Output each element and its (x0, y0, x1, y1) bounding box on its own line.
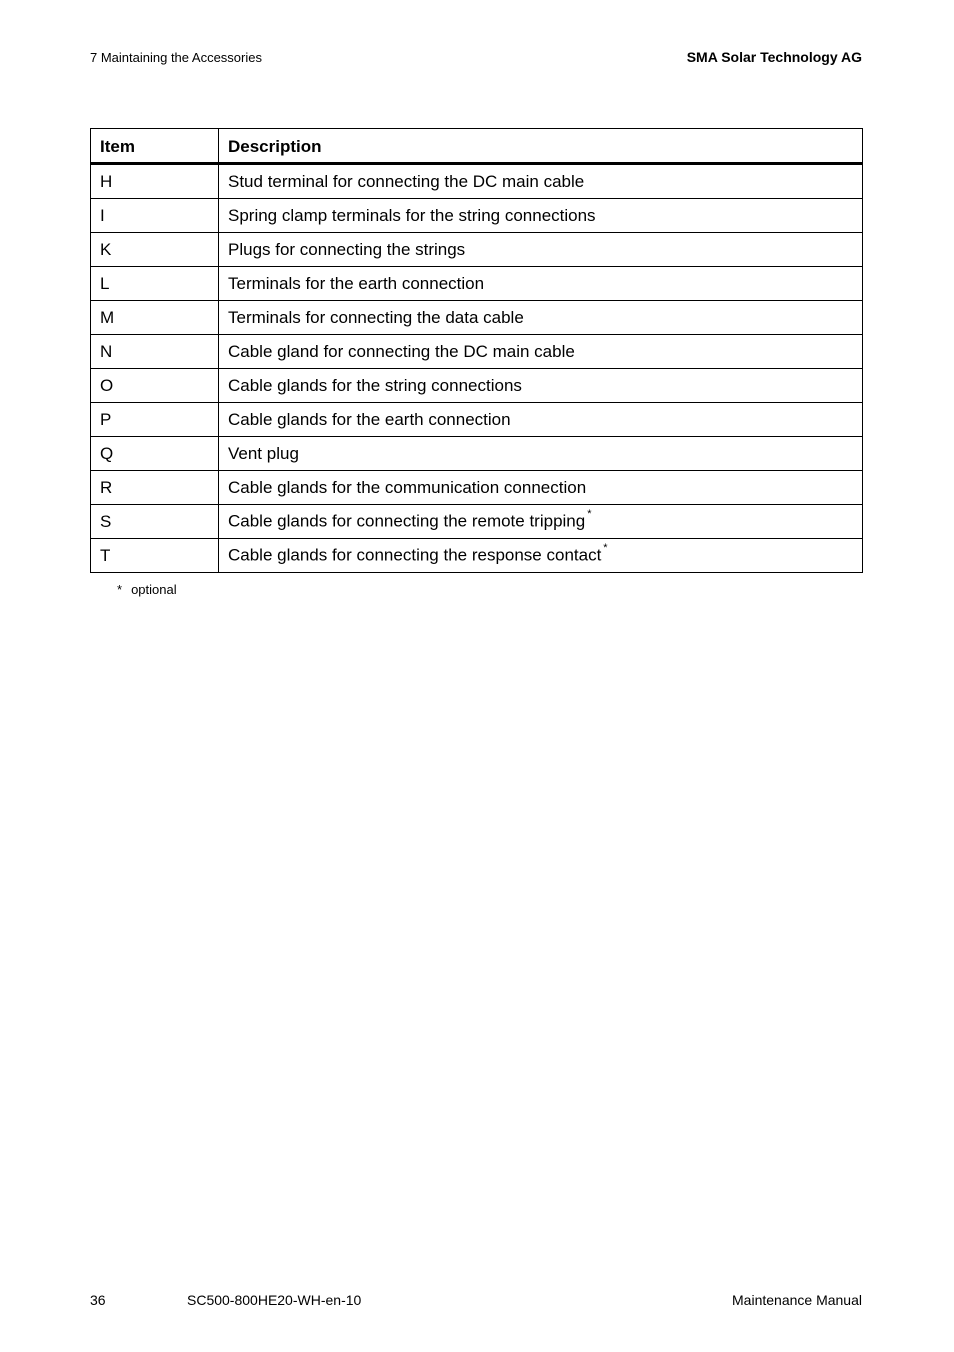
footnote-mark: * (117, 582, 123, 597)
description-text: Terminals for the earth connection (228, 273, 485, 293)
item-cell: I (91, 199, 219, 233)
items-table (90, 128, 863, 573)
header-company-name: SMA Solar Technology AG (686, 49, 862, 65)
item-cell: M (91, 301, 219, 335)
table-row (91, 403, 863, 437)
footnote (117, 582, 177, 597)
table-header-row (91, 129, 863, 164)
description-text: Cable gland for connecting the DC main cable (228, 341, 575, 361)
table-row (91, 233, 863, 267)
item-cell: L (91, 267, 219, 301)
table-row (91, 301, 863, 335)
item-cell: Q (91, 437, 219, 471)
item-cell: N (91, 335, 219, 369)
table-row (91, 539, 863, 573)
description-text: Stud terminal for connecting the DC main cable (228, 171, 585, 191)
description-text: Plugs for connecting the strings (228, 239, 466, 259)
footnote-reference: * (587, 508, 592, 521)
item-cell: K (91, 233, 219, 267)
description-cell (219, 199, 863, 233)
table-row (91, 369, 863, 403)
description-text: Terminals for connecting the data cable (228, 307, 524, 327)
description-text: Cable glands for the communication connection (228, 477, 587, 497)
item-cell: S (91, 505, 219, 539)
description-text: Cable glands for connecting the remote tripping (228, 511, 586, 531)
description-cell (219, 403, 863, 437)
description-cell (219, 164, 863, 199)
table-row (91, 199, 863, 233)
description-cell (219, 437, 863, 471)
footnote-reference: * (603, 542, 608, 555)
header-section-title: 7 Maintaining the Accessories (90, 50, 262, 65)
table-row (91, 437, 863, 471)
description-cell (219, 233, 863, 267)
description-cell (219, 301, 863, 335)
description-text: Spring clamp terminals for the string connections (228, 205, 596, 225)
item-cell: P (91, 403, 219, 437)
description-cell (219, 369, 863, 403)
table-body (91, 164, 863, 573)
table-row (91, 335, 863, 369)
footer-page-number: 36 (90, 1292, 106, 1308)
column-header-description: Description (219, 129, 863, 164)
description-cell (219, 335, 863, 369)
description-cell (219, 539, 863, 573)
footer-manual-title: Maintenance Manual (732, 1292, 862, 1308)
table-row (91, 267, 863, 301)
description-cell (219, 471, 863, 505)
description-cell (219, 505, 863, 539)
item-cell: T (91, 539, 219, 573)
table-row (91, 505, 863, 539)
table-row (91, 164, 863, 199)
table-row (91, 471, 863, 505)
description-cell (219, 267, 863, 301)
column-header-item: Item (91, 129, 219, 164)
footnote-text: optional (131, 582, 177, 597)
item-cell: R (91, 471, 219, 505)
description-text: Vent plug (228, 443, 299, 463)
footer-document-code: SC500-800HE20-WH-en-10 (187, 1292, 362, 1308)
item-cell: O (91, 369, 219, 403)
description-text: Cable glands for the string connections (228, 375, 522, 395)
description-text: Cable glands for the earth connection (228, 409, 511, 429)
item-cell: H (91, 164, 219, 199)
description-text: Cable glands for connecting the response contact (228, 545, 602, 565)
